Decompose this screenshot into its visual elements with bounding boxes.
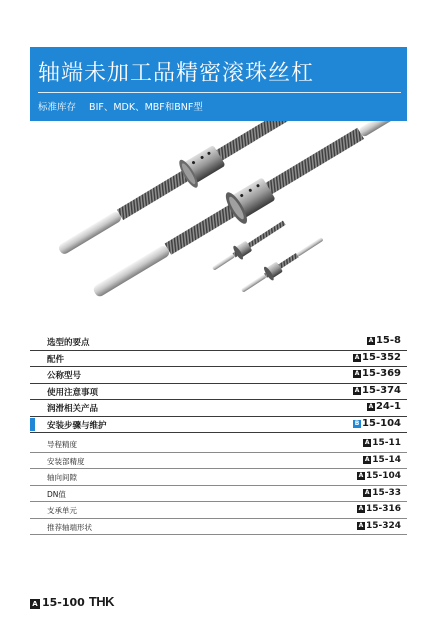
toc-label: 润滑相关产品	[47, 404, 99, 414]
page-footer	[30, 594, 114, 609]
page-ref-icon: A	[358, 505, 364, 512]
ball-screw-large-2	[86, 121, 407, 308]
subtitle-series: BIF、MDK、MBF和BNF型	[89, 102, 203, 113]
toc-page: A 15-316	[358, 504, 401, 514]
page-title: 轴端未加工品精密滚珠丝杠	[38, 61, 315, 86]
page-subtitle	[38, 99, 203, 113]
toc-label: 安装部精度	[47, 456, 85, 466]
toc-label: DN值	[47, 489, 66, 499]
page-ref-icon: A	[358, 521, 364, 529]
toc-row[interactable]	[30, 486, 407, 503]
toc-row[interactable]	[30, 351, 407, 368]
toc-label: 导程精度	[47, 440, 77, 449]
toc-row-current[interactable]	[30, 417, 407, 434]
toc-page: A 24-1	[368, 401, 401, 412]
toc-page: A 15-33	[364, 487, 401, 498]
page-ref-icon: A	[354, 386, 360, 394]
banner-divider	[38, 92, 401, 93]
toc-label: 公称型号	[47, 371, 82, 381]
brand-logo: THK	[88, 594, 115, 609]
toc-label: 支承单元	[47, 506, 77, 515]
toc-row[interactable]	[30, 519, 407, 536]
toc-label: 使用注意事项	[47, 387, 99, 398]
product-photo	[30, 121, 407, 311]
page-ref-icon: A	[354, 370, 360, 377]
toc-page: A 15-104	[358, 471, 401, 481]
page-ref-icon: A	[368, 403, 374, 410]
toc-row[interactable]	[30, 400, 407, 417]
page-ref-icon: A	[364, 455, 370, 463]
page-ref-icon: A	[354, 353, 360, 361]
current-section-marker	[30, 418, 35, 431]
toc-page: A 15-8	[368, 335, 401, 346]
major-toc	[30, 334, 407, 433]
page-ref-icon: A	[368, 337, 374, 344]
page-ref-icon: A	[358, 472, 364, 479]
toc-row[interactable]	[30, 436, 407, 453]
toc-label: 选型的要点	[47, 338, 90, 348]
toc-page: A 15-352	[354, 351, 401, 363]
toc-page: A 15-11	[364, 438, 401, 448]
toc-row[interactable]	[30, 502, 407, 519]
toc-row[interactable]	[30, 469, 407, 486]
page-ref-icon: B	[354, 419, 360, 427]
toc-row[interactable]	[30, 367, 407, 384]
toc-page: A 15-324	[358, 520, 401, 531]
page-ref-icon: A	[364, 488, 370, 496]
page-number: 15-100	[42, 596, 85, 609]
toc-label: 安装步骤与维护	[47, 420, 107, 431]
page-ref-icon: A	[30, 599, 40, 609]
toc-row[interactable]	[30, 453, 407, 470]
minor-toc	[30, 436, 407, 535]
toc-page: A 15-369	[354, 368, 401, 379]
page-ref-icon: A	[364, 439, 370, 446]
toc-label: 轴向间隙	[47, 473, 77, 482]
toc-page: B 15-104	[354, 417, 401, 429]
toc-label: 配件	[47, 354, 65, 365]
toc-page: A 15-374	[354, 384, 401, 396]
toc-label: 推荐轴端形状	[47, 522, 92, 532]
toc-row[interactable]	[30, 384, 407, 401]
toc-row[interactable]	[30, 334, 407, 351]
subtitle-prefix: 标准库存	[38, 102, 77, 113]
title-banner	[30, 47, 407, 121]
toc-page: A 15-14	[364, 454, 401, 465]
